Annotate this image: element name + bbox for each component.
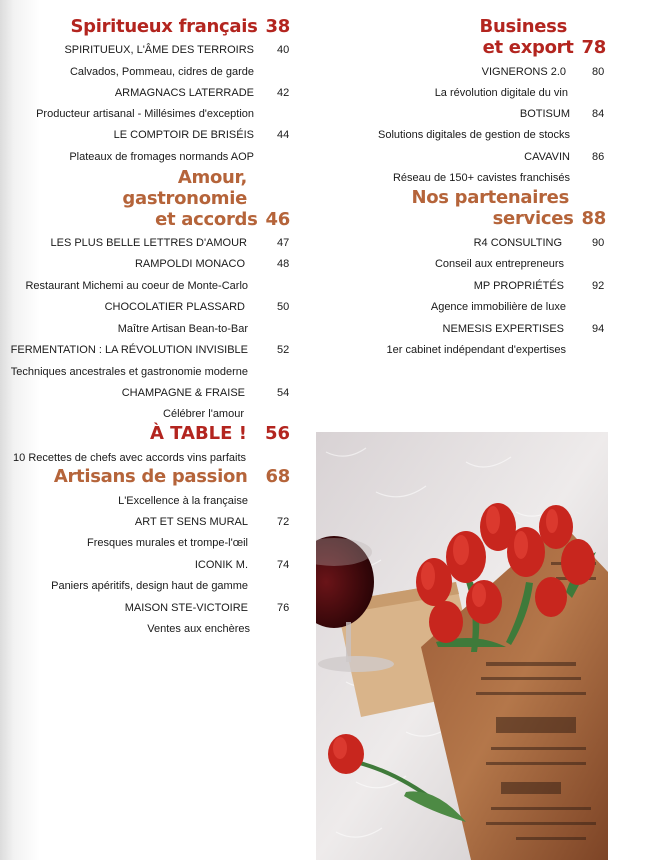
entry-title[interactable]: RAMPOLDI MONACO [134, 258, 245, 270]
entry-description: Célébrer l'amour [163, 408, 244, 420]
entry-page-number: 44 [277, 129, 290, 141]
section-title-line: et export [482, 37, 574, 58]
entry-title[interactable]: R4 CONSULTING [473, 237, 562, 249]
entry-title[interactable]: ICONIK M. [194, 559, 248, 571]
section-title: Artisans de passion [53, 466, 248, 487]
section-title-line: Amour, [177, 167, 247, 188]
section-title: À TABLE ! [149, 423, 247, 444]
section-description: 10 Recettes de chefs avec accords vins parfaits [13, 452, 246, 464]
entry-page-number: 52 [277, 344, 290, 356]
entry-page-number: 42 [277, 87, 290, 99]
section-page-number: 78 [581, 37, 606, 58]
entry-description: 1er cabinet indépendant d'expertises [386, 344, 566, 356]
entry-title[interactable]: ARMAGNACS LATERRADE [114, 87, 254, 99]
entry-title[interactable]: CHAMPAGNE & FRAISE [121, 387, 245, 399]
section-artisans[interactable] [54, 466, 290, 487]
entry-title[interactable]: MAISON STE-VICTOIRE [124, 602, 248, 614]
entry-description: Producteur artisanal - Millésimes d'exception [36, 108, 254, 120]
entry-description: Réseau de 150+ cavistes franchisés [392, 172, 570, 184]
section-a-table[interactable] [150, 423, 290, 444]
entry-description: Maître Artisan Bean-to-Bar [117, 323, 248, 335]
section-spiritueux[interactable] [70, 16, 290, 37]
entry-page-number: 94 [592, 323, 605, 335]
section-title-line: Nos partenaires [411, 187, 569, 208]
entry-title[interactable]: LE COMPTOIR DE BRISÉIS [113, 129, 254, 141]
entry-description: La révolution digitale du vin [434, 87, 568, 99]
entry-description: Fresques murales et trompe-l'œil [86, 537, 248, 549]
section-title-line: Business [479, 16, 567, 37]
section-business-export[interactable] [480, 16, 606, 58]
entry-title[interactable]: FERMENTATION : LA RÉVOLUTION INVISIBLE [10, 344, 248, 356]
tulips-wine-photo [316, 432, 608, 860]
section-page-number: 68 [265, 466, 290, 487]
entry-page-number: 90 [592, 237, 605, 249]
entry-page-number: 74 [277, 559, 290, 571]
entry-page-number: 54 [277, 387, 290, 399]
entry-page-number: 84 [592, 108, 605, 120]
section-title-line: et accords [155, 209, 258, 230]
entry-page-number: 40 [277, 44, 290, 56]
entry-description: Conseil aux entrepreneurs [434, 258, 564, 270]
section-title-line: services [492, 208, 574, 229]
entry-description: Techniques ancestrales et gastronomie moderne [10, 366, 248, 378]
entry-page-number: 76 [277, 602, 290, 614]
section-description: L'Excellence à la française [118, 495, 248, 507]
entry-title[interactable]: MP PROPRIÉTÉS [473, 280, 564, 292]
section-page-number: 46 [265, 209, 290, 230]
entry-page-number: 47 [277, 237, 290, 249]
entry-page-number: 92 [592, 280, 605, 292]
entry-title[interactable]: NEMESIS EXPERTISES [442, 323, 564, 335]
entry-description: Solutions digitales de gestion de stocks [377, 129, 570, 141]
entry-page-number: 50 [277, 301, 290, 313]
entry-title[interactable]: SPIRITUEUX, L'ÂME DES TERROIRS [64, 44, 254, 56]
entry-description: Agence immobilière de luxe [430, 301, 566, 313]
section-page-number: 38 [265, 16, 290, 37]
entry-description: Restaurant Michemi au coeur de Monte-Carlo [25, 280, 248, 292]
section-page-number: 56 [264, 423, 290, 444]
entry-title[interactable]: LES PLUS BELLE LETTRES D'AMOUR [50, 237, 247, 249]
entry-description: Ventes aux enchères [147, 623, 250, 635]
entry-page-number: 80 [592, 66, 605, 78]
entry-title[interactable]: CAVAVIN [524, 151, 570, 163]
entry-title[interactable]: BOTISUM [519, 108, 570, 120]
entry-page-number: 86 [592, 151, 605, 163]
entry-page-number: 72 [277, 516, 290, 528]
entry-title[interactable]: VIGNERONS 2.0 [481, 66, 566, 78]
entry-title[interactable]: CHOCOLATIER PLASSARD [104, 301, 245, 313]
section-partenaires-services[interactable] [411, 187, 606, 229]
entry-description: Calvados, Pommeau, cidres de garde [69, 66, 254, 78]
section-amour-gastronomie[interactable] [122, 167, 290, 230]
entry-title[interactable]: ART ET SENS MURAL [134, 516, 248, 528]
section-title: Spiritueux français [70, 16, 258, 37]
section-page-number: 88 [581, 208, 606, 229]
section-title-line: gastronomie [122, 188, 247, 209]
entry-description: Paniers apéritifs, design haut de gamme [51, 580, 248, 592]
entry-page-number: 48 [277, 258, 290, 270]
entry-description: Plateaux de fromages normands AOP [69, 151, 254, 163]
